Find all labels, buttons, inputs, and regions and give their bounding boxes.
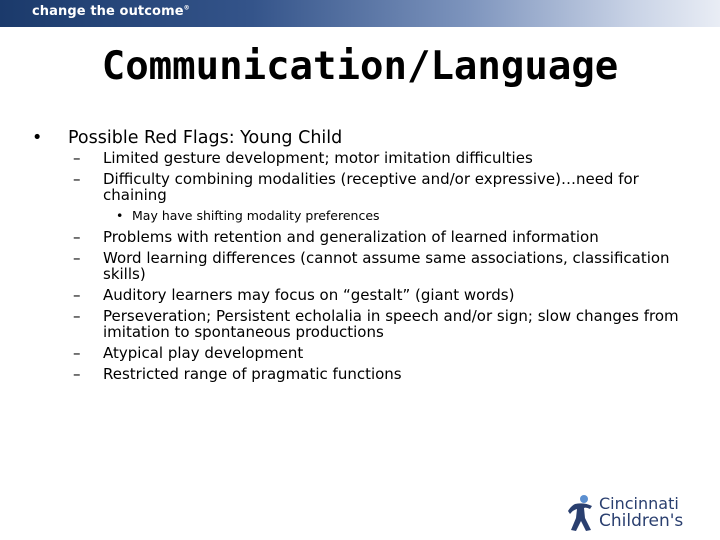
dash-marker: –: [73, 249, 81, 267]
child-figure-icon: [566, 494, 596, 532]
bullet-marker: •: [116, 208, 124, 223]
dash-marker: –: [73, 228, 81, 246]
dash-marker: –: [73, 307, 81, 325]
list-item: [32, 150, 692, 166]
list-item-text: Perseveration; Persistent echolalia in speech and/or sign; slow changes from imitation to spontaneous productions: [103, 307, 679, 341]
sub-list-item: [32, 208, 692, 223]
bullet-heading-text: Possible Red Flags: Young Child: [68, 128, 343, 148]
bullet-heading: [32, 127, 692, 149]
list-item: [32, 345, 692, 361]
dash-marker: –: [73, 286, 81, 304]
list-item: [32, 250, 692, 282]
list-item-text: Atypical play development: [103, 344, 304, 362]
dash-marker: –: [73, 365, 81, 383]
cincinnati-childrens-logo: [566, 494, 696, 532]
tagline: [32, 4, 190, 19]
top-banner: [0, 0, 720, 27]
slide-content: [32, 127, 692, 387]
sub-list-item-text: May have shifting modality preferences: [132, 208, 380, 223]
dash-marker: –: [73, 170, 81, 188]
list-item: [32, 287, 692, 303]
list-item-text: Restricted range of pragmatic functions: [103, 365, 402, 383]
list-item: [32, 366, 692, 382]
trademark-symbol: ®: [183, 4, 190, 12]
list-item: [32, 229, 692, 245]
bullet-marker: •: [32, 128, 43, 148]
logo-line-1: Cincinnati: [599, 494, 679, 513]
list-item-text: Limited gesture development; motor imitation difficulties: [103, 149, 533, 167]
list-item: [32, 171, 692, 203]
list-item-text: Difficulty combining modalities (receptive and/or expressive)…need for chaining: [103, 170, 639, 204]
list-item-text: Word learning differences (cannot assume same associations, classification skills): [103, 249, 670, 283]
dash-marker: –: [73, 344, 81, 362]
list-item-text: Problems with retention and generalization of learned information: [103, 228, 599, 246]
list-item-text: Auditory learners may focus on “gestalt” (giant words): [103, 286, 515, 304]
logo-line-2: Children's: [599, 511, 684, 531]
dash-marker: –: [73, 149, 81, 167]
slide-title: Communication/Language: [101, 44, 619, 89]
list-item: [32, 308, 692, 340]
tagline-text: change the outcome: [32, 4, 184, 19]
